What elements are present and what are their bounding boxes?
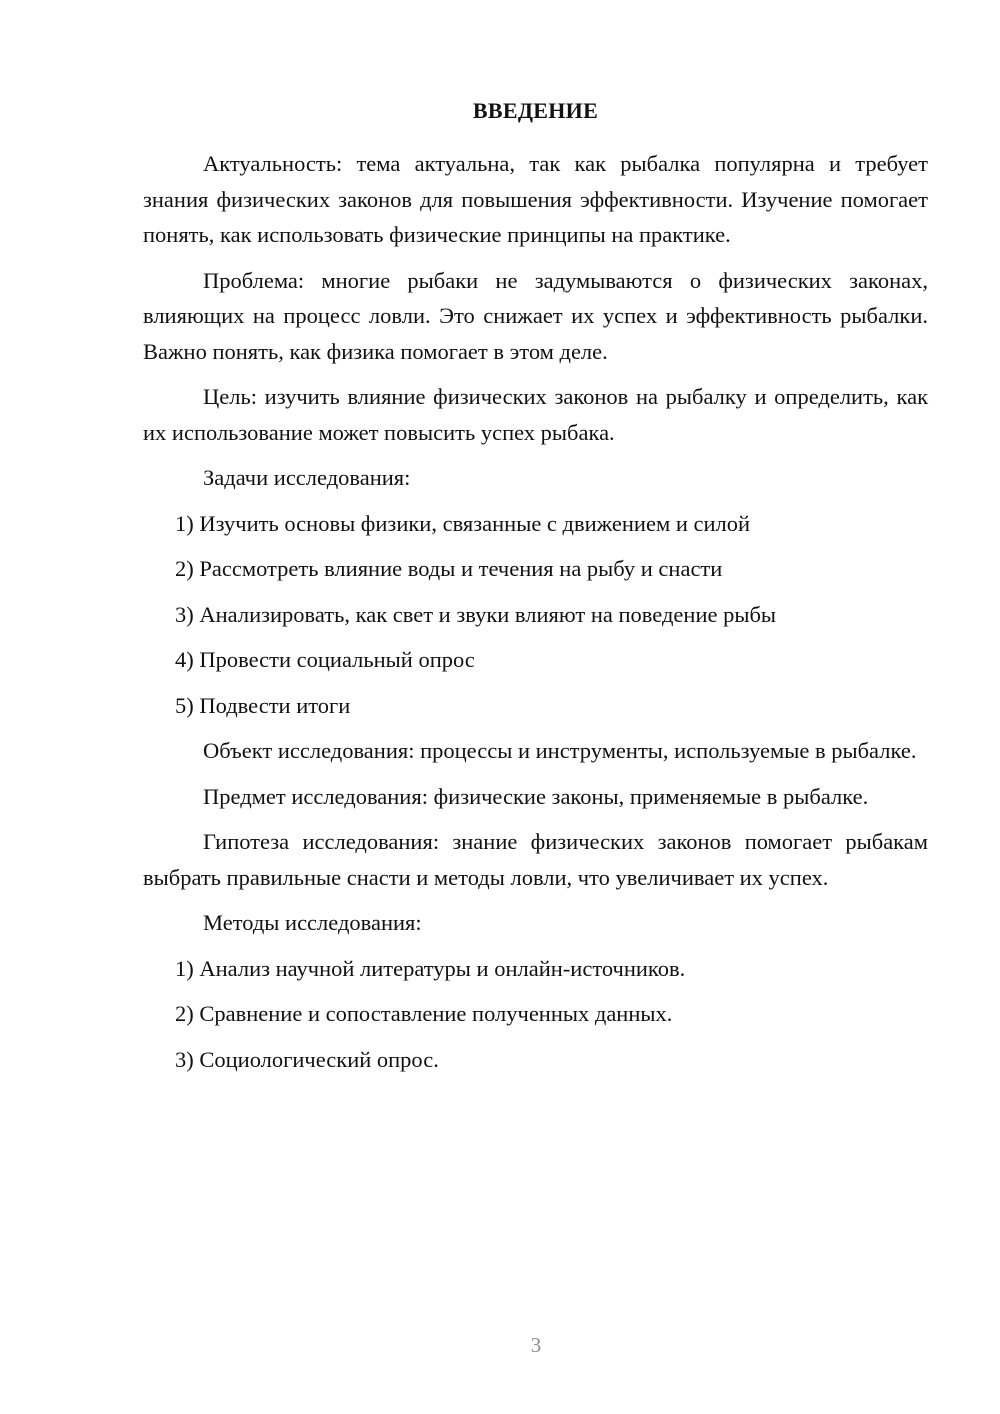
method-item: 1) Анализ научной литературы и онлайн-источников. xyxy=(175,955,686,981)
problem-paragraph: Проблема: многие рыбаки не задумываются о физических законах, влияющих на процесс ловли. Это снижает их успех и эффективность рыбалки. Важно понять, как физика помогает в этом деле. xyxy=(143,267,928,364)
goal-paragraph: Цель: изучить влияние физических законов на рыбалку и определить, как их использование может повысить успех рыбака. xyxy=(143,384,928,445)
subject-paragraph: Предмет исследования: физические законы, применяемые в рыбалке. xyxy=(203,783,869,809)
document-page xyxy=(143,94,928,1087)
tasks-heading: Задачи исследования: xyxy=(203,465,411,490)
task-item: 2) Рассмотреть влияние воды и течения на рыбу и снасти xyxy=(175,556,723,581)
method-item: 3) Социологический опрос. xyxy=(175,1046,439,1072)
document-title: ВВЕДЕНИЕ xyxy=(472,98,599,123)
relevance-paragraph: Актуальность: тема актуальна, так как рыбалка популярна и требует знания физических законов для повышения эффективности. Изучение помогает понять, как использовать физические принципы на практике. xyxy=(143,151,928,247)
hypothesis-paragraph: Гипотеза исследования: знание физических законов помогает рыбакам выбрать правильные снасти и методы ловли, что увеличивает их успех. xyxy=(143,829,928,890)
task-item: 5) Подвести итоги xyxy=(175,692,351,718)
page-number: 3 xyxy=(530,1333,542,1357)
object-paragraph: Объект исследования: процессы и инструменты, используемые в рыбалке. xyxy=(203,738,917,763)
task-item: 3) Анализировать, как свет и звуки влияют на поведение рыбы xyxy=(175,601,777,627)
task-item: 1) Изучить основы физики, связанные с движением и силой xyxy=(175,510,751,536)
tasks-list xyxy=(143,506,928,724)
methods-heading: Методы исследования: xyxy=(203,910,422,935)
task-item: 4) Провести социальный опрос xyxy=(175,647,475,672)
method-item: 2) Сравнение и сопоставление полученных данных. xyxy=(175,1001,673,1026)
methods-list xyxy=(143,951,928,1078)
